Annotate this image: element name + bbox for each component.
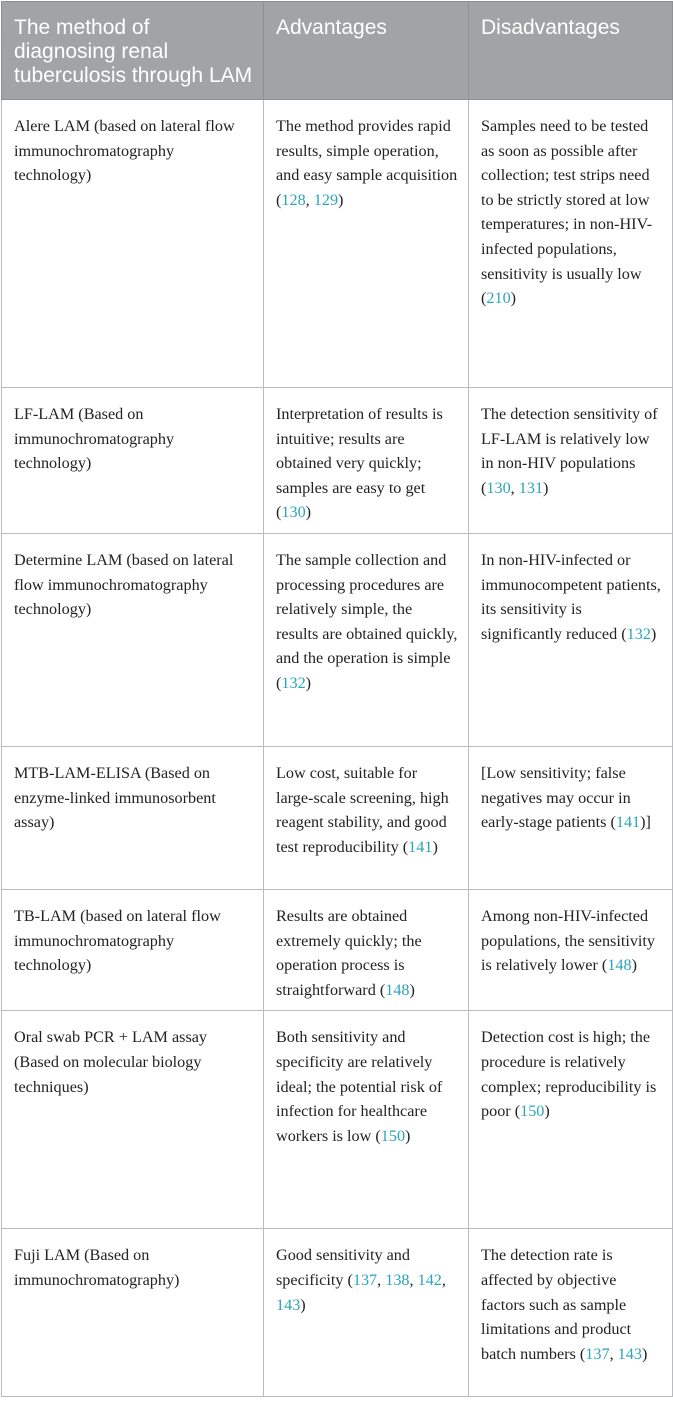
citation-link[interactable]: 150 bbox=[380, 1126, 406, 1145]
disadvantages-text: The detection sensitivity of LF-LAM is relatively low in non-HIV populations ( bbox=[481, 405, 658, 497]
advantages-text: Both sensitivity and specificity are relatively ideal; the potential risk of infection for healthcare workers is low ( bbox=[276, 1028, 443, 1145]
citation-link[interactable]: 131 bbox=[518, 478, 544, 497]
disadvantages-suffix: ) bbox=[510, 289, 517, 308]
disadvantages-cell bbox=[469, 889, 673, 1010]
disadvantages-text: Samples need to be tested as soon as possible after collection; test strips need to be strictly stored at low temperatures; in non-HIV-infected populations, sensitivity is usually low ( bbox=[481, 117, 653, 308]
disadvantages-text: [Low sensitivity; false negatives may occur in early-stage patients ( bbox=[481, 763, 631, 832]
advantages-cell: Good sensitivity and specificity (137, 138, 142, 143) bbox=[264, 1229, 469, 1397]
citation-link[interactable]: 150 bbox=[520, 1102, 545, 1121]
advantages-text: Low cost, suitable for large-scale screening, high reagent stability, and good test reproducibility ( bbox=[276, 763, 449, 856]
citation-link[interactable]: 137 bbox=[352, 1270, 378, 1289]
table-row bbox=[2, 1011, 673, 1229]
table-row bbox=[2, 533, 673, 746]
citation-link[interactable]: 148 bbox=[607, 956, 632, 975]
citation-link[interactable]: 132 bbox=[626, 624, 651, 643]
advantages-text: The sample collection and processing procedures are relatively simple, the results are obtained quickly, and the operation is simple ( bbox=[276, 550, 458, 692]
citation-link[interactable]: 130 bbox=[486, 478, 511, 497]
advantages-text: Results are obtained extremely quickly; the operation process is straightforward ( bbox=[276, 906, 422, 999]
advantages-cell bbox=[264, 746, 469, 889]
citation-link[interactable]: 129 bbox=[313, 190, 339, 209]
header-method: The method of diagnosing renal tuberculosis through LAM bbox=[2, 2, 264, 100]
method-cell: Determine LAM (based on lateral flow immunochromatography technology) bbox=[2, 533, 264, 746]
header-row bbox=[2, 2, 673, 100]
lam-methods-table bbox=[1, 1, 673, 1397]
table-row bbox=[2, 1229, 673, 1397]
disadvantages-text: In non-HIV-infected or immunocompetent patients, its sensitivity is significantly reduced ( bbox=[481, 550, 661, 643]
advantages-text: The method provides rapid results, simple operation, and easy sample acquisition ( bbox=[276, 117, 458, 209]
disadvantages-suffix: ) bbox=[641, 1344, 648, 1363]
citation-link[interactable]: 210 bbox=[486, 289, 511, 308]
advantages-suffix: ) bbox=[409, 980, 415, 999]
disadvantages-cell bbox=[469, 746, 673, 889]
disadvantages-suffix: ) bbox=[544, 1102, 550, 1121]
advantages-cell bbox=[264, 533, 469, 746]
citation-link[interactable]: 141 bbox=[615, 813, 641, 832]
advantages-text: Good sensitivity and specificity ( bbox=[276, 1246, 410, 1289]
citation-link[interactable]: 142 bbox=[417, 1270, 442, 1289]
citation-link[interactable]: 137 bbox=[585, 1344, 610, 1363]
header-advantages: Advantages bbox=[264, 2, 469, 100]
advantages-suffix: ) bbox=[300, 1295, 306, 1314]
disadvantages-text: Among non-HIV-infected populations, the sensitivity is relatively lower ( bbox=[481, 906, 656, 975]
citation-link[interactable]: 130 bbox=[281, 503, 306, 522]
disadvantages-cell bbox=[469, 1011, 673, 1229]
advantages-text: Interpretation of results is intuitive; results are obtained very quickly; samples are easy to get ( bbox=[276, 405, 443, 522]
method-cell: Alere LAM (based on lateral flow immunochromatography technology) bbox=[2, 100, 264, 388]
advantages-suffix: ) bbox=[338, 190, 344, 209]
method-cell: Fuji LAM (Based on immunochromatography) bbox=[2, 1229, 264, 1397]
disadvantages-cell bbox=[469, 100, 673, 388]
citation-link[interactable]: 143 bbox=[276, 1295, 301, 1314]
advantages-cell bbox=[264, 1011, 469, 1229]
disadvantages-cell bbox=[469, 533, 673, 746]
header-disadvantages: Disadvantages bbox=[469, 2, 673, 100]
disadvantages-suffix: )] bbox=[640, 813, 651, 832]
citation-link[interactable]: 143 bbox=[617, 1344, 642, 1363]
advantages-suffix: ) bbox=[432, 837, 438, 856]
table-row bbox=[2, 746, 673, 889]
disadvantages-suffix: ) bbox=[650, 624, 657, 643]
citation-link[interactable]: 128 bbox=[281, 190, 306, 209]
disadvantages-cell: The detection sensitivity of LF-LAM is relatively low in non-HIV populations (130, 131) bbox=[469, 388, 673, 534]
advantages-cell bbox=[264, 388, 469, 534]
method-cell: LF-LAM (Based on immunochromatography technology) bbox=[2, 388, 264, 534]
disadvantages-suffix: ) bbox=[631, 956, 637, 975]
citation-link[interactable]: 148 bbox=[385, 980, 410, 999]
disadvantages-suffix: ) bbox=[543, 478, 549, 497]
citation-link[interactable]: 138 bbox=[385, 1270, 410, 1289]
advantages-suffix: ) bbox=[305, 673, 312, 692]
method-cell: TB-LAM (based on lateral flow immunochromatography technology) bbox=[2, 889, 264, 1010]
disadvantages-text: Detection cost is high; the procedure is relatively complex; reproducibility is poor ( bbox=[481, 1028, 657, 1121]
table-row bbox=[2, 100, 673, 388]
advantages-cell: The method provides rapid results, simple operation, and easy sample acquisition (128, 129) bbox=[264, 100, 469, 388]
method-cell: MTB-LAM-ELISA (Based on enzyme-linked immunosorbent assay) bbox=[2, 746, 264, 889]
advantages-suffix: ) bbox=[305, 503, 312, 522]
advantages-cell bbox=[264, 889, 469, 1010]
citation-link[interactable]: 141 bbox=[408, 837, 433, 856]
disadvantages-text: The detection rate is affected by objective factors such as sample limitations and product batch numbers ( bbox=[481, 1246, 632, 1363]
disadvantages-cell: The detection rate is affected by objective factors such as sample limitations and product batch numbers (137, 143) bbox=[469, 1229, 673, 1397]
advantages-suffix: ) bbox=[405, 1126, 411, 1145]
method-cell: Oral swab PCR + LAM assay (Based on molecular biology techniques) bbox=[2, 1011, 264, 1229]
table-row bbox=[2, 388, 673, 534]
table-row bbox=[2, 889, 673, 1010]
citation-link[interactable]: 132 bbox=[281, 673, 306, 692]
